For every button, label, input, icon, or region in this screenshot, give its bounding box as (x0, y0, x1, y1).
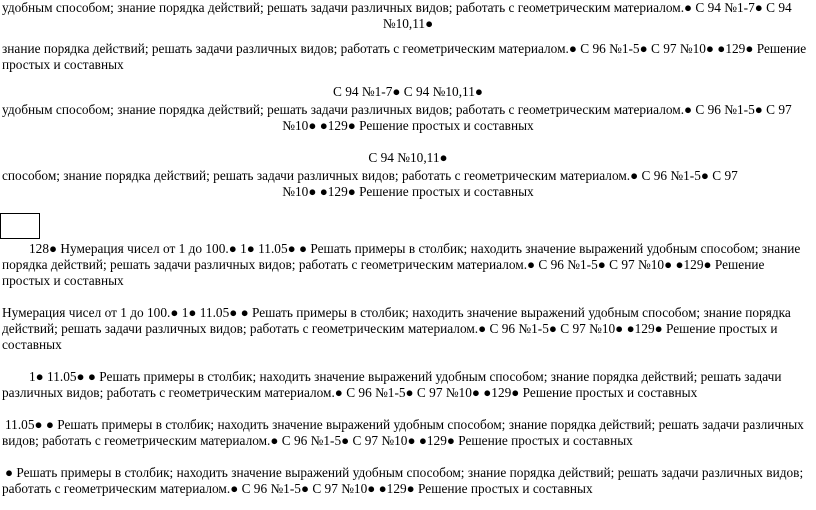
text-line: 11.05● ● Решать примеры в столбик; находить значение выражений удобным способом; знание порядка действий; решать задачи различных (5, 417, 804, 432)
text-line: знание порядка действий; решать задачи различных видов; работать с геометрическим материалом.● С 96 №1-5● С 97 №10● ●129● Решение (2, 41, 807, 56)
text-block-6 (0, 369, 816, 401)
text-line: №10,11● (382, 16, 434, 31)
text-block-5 (0, 305, 816, 353)
text-line: различных видов; работать с геометрическим материалом.● С 96 №1-5● С 97 №10● ●129● Решение простых и составных (2, 385, 698, 400)
text-line: видов; работать с геометрическим материалом.● С 96 №1-5● С 97 №10● ●129● Решение простых и составных (2, 433, 633, 448)
text-line: №10● ●129● Решение простых и составных (282, 184, 534, 199)
text-line: Нумерация чисел от 1 до 100.● 1● 11.05● ● Решать примеры в столбик; находить значение выражений удобным способом; знание порядка (2, 305, 791, 320)
text-line: С 94 №10,11● (368, 150, 448, 165)
text-line: действий; решать задачи различных видов; работать с геометрическим материалом.● С 96 №1-5● С 97 №10● ●129● Решение простых и (2, 321, 778, 336)
text-line: 1● 11.05● ● Решать примеры в столбик; находить значение выражений удобным способом; знание порядка действий; решать задачи (29, 369, 782, 384)
text-block-8 (0, 465, 816, 497)
text-line: простых и составных (2, 273, 124, 288)
text-line: работать с геометрическим материалом.● С 96 №1-5● С 97 №10● ●129● Решение простых и составных (2, 481, 593, 496)
text-line: ● Решать примеры в столбик; находить значение выражений удобным способом; знание порядка действий; решать задачи различных видов; (5, 465, 804, 480)
text-block-4 (0, 241, 816, 289)
text-line: простых и составных (2, 57, 124, 72)
text-line: составных (2, 337, 62, 352)
text-block-7 (0, 417, 816, 449)
text-line: 128● Нумерация чисел от 1 до 100.● 1● 11.05● ● Решать примеры в столбик; находить значение выражений удобным способом; знание (29, 241, 801, 256)
text-line: №10● ●129● Решение простых и составных (282, 118, 534, 133)
text-line: удобным способом; знание порядка действий; решать задачи различных видов; работать с геометрическим материалом.● С 94 №1-7● С 94 (2, 0, 792, 15)
text-line: способом; знание порядка действий; решать задачи различных видов; работать с геометрическим материалом.● С 96 №1-5● С 97 (2, 168, 738, 183)
text-line: удобным способом; знание порядка действий; решать задачи различных видов; работать с геометрическим материалом.● С 96 №1-5● С 97 (2, 102, 792, 117)
empty-frame-box (0, 213, 40, 239)
text-line: С 94 №1-7● С 94 №10,11● (333, 84, 483, 99)
text-block-3 (0, 150, 816, 200)
text-line: порядка действий; решать задачи различных видов; работать с геометрическим материалом.● С 96 №1-5● С 97 №10● ●129● Решение (2, 257, 765, 272)
text-block-2 (0, 84, 816, 134)
text-block-1 (0, 0, 816, 73)
